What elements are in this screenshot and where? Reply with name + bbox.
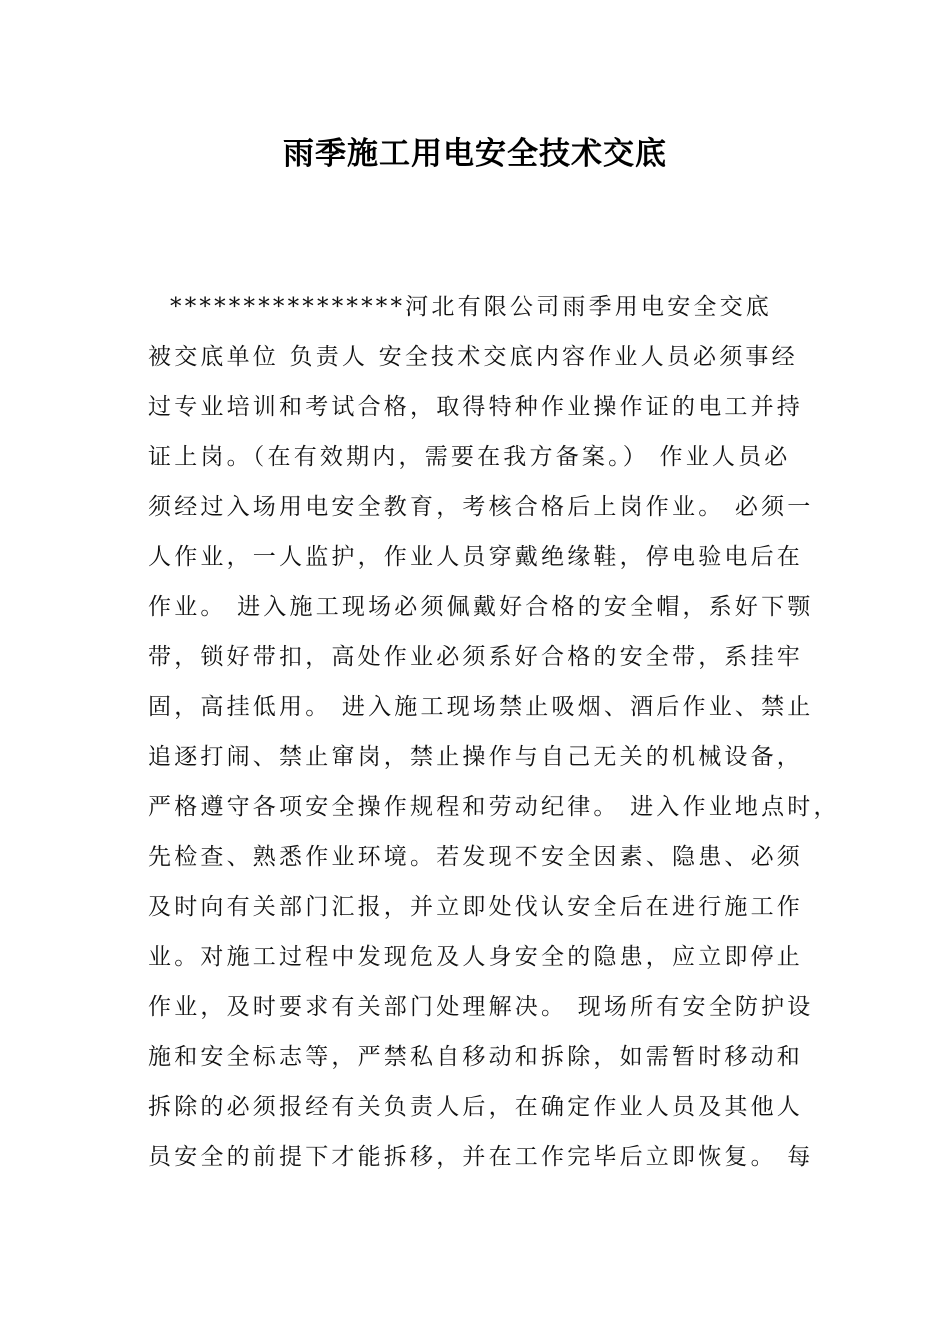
body-line: 先检查、熟悉作业环境。若发现不安全因素、隐患、必须 bbox=[148, 844, 803, 870]
body-line: 固，高挂低用。 进入施工现场禁止吸烟、酒后作业、禁止 bbox=[148, 694, 814, 720]
body-line: 施和安全标志等，严禁私自移动和拆除，如需暂时移动和 bbox=[148, 1044, 803, 1070]
body-line: 作业，及时要求有关部门处理解决。 现场所有安全防护设 bbox=[148, 994, 814, 1020]
body-line: 人作业，一人监护，作业人员穿戴绝缘鞋，停电验电后在 bbox=[148, 544, 803, 570]
document-title: 雨季施工用电安全技术交底 bbox=[283, 136, 667, 172]
body-line: 作业。 进入施工现场必须佩戴好合格的安全帽，系好下颚 bbox=[148, 594, 814, 620]
body-line: 严格遵守各项安全操作规程和劳动纪律。 进入作业地点时， bbox=[148, 794, 840, 820]
body-line: 带，锁好带扣，高处作业必须系好合格的安全带，系挂牢 bbox=[148, 644, 803, 670]
body-line: ****************河北有限公司雨季用电安全交底 bbox=[170, 294, 772, 320]
body-line: 追逐打闹、禁止窜岗，禁止操作与自己无关的机械设备， bbox=[148, 744, 803, 770]
body-line: 员安全的前提下才能拆移，并在工作完毕后立即恢复。 每 bbox=[148, 1144, 814, 1170]
body-line: 拆除的必须报经有关负责人后，在确定作业人员及其他人 bbox=[148, 1094, 803, 1120]
body-line: 业。对施工过程中发现危及人身安全的隐患，应立即停止 bbox=[148, 944, 803, 970]
body-line: 及时向有关部门汇报，并立即处伐认安全后在进行施工作 bbox=[148, 894, 803, 920]
body-line: 须经过入场用电安全教育，考核合格后上岗作业。 必须一 bbox=[148, 494, 814, 520]
body-line: 过专业培训和考试合格，取得特种作业操作证的电工并持 bbox=[148, 394, 803, 420]
body-line: 证上岗。（在有效期内，需要在我方备案。） 作业人员必 bbox=[148, 444, 791, 470]
document-body bbox=[148, 287, 840, 1187]
body-line: 被交底单位 负责人 安全技术交底内容作业人员必须事经 bbox=[148, 344, 798, 370]
